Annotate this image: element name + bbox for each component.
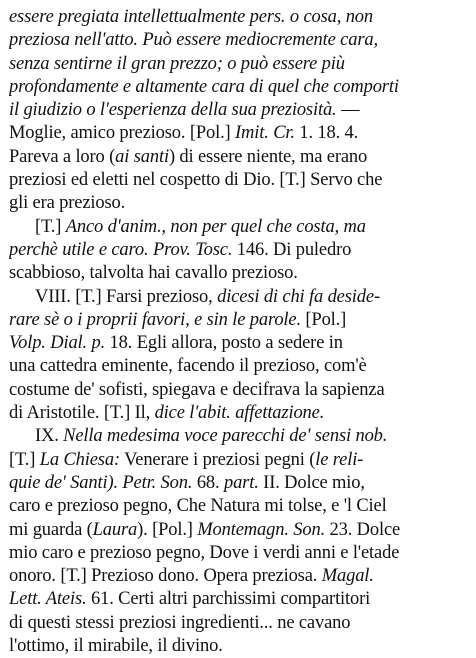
text-line [9, 99, 468, 122]
text-run: IX. [35, 426, 64, 447]
text-line [9, 286, 468, 309]
text-run: di Aristotile. [T.] Il, [9, 403, 155, 424]
text-run: 1. 18. 4. [294, 123, 359, 144]
text-line [9, 402, 468, 425]
italic-text-run: Lett. Ateis. [9, 589, 87, 610]
text-line [9, 239, 468, 262]
text-run: 68. [192, 472, 224, 493]
text-run: l'ottimo, il mirabile, il divino. [9, 636, 223, 657]
text-run: 61. Certi altri parchissimi compartitori [86, 589, 371, 610]
text-line [9, 519, 468, 542]
italic-text-run: Laura [92, 519, 138, 540]
text-line [9, 309, 468, 332]
text-line [9, 542, 468, 565]
italic-text-run: le reli- [315, 449, 364, 470]
text-run: 18. Egli allora, posto a sedere in [105, 333, 343, 354]
italic-text-run: Volp. Dial. p. [9, 333, 106, 354]
text-line [9, 565, 468, 588]
text-run: gli era prezioso. [9, 193, 126, 214]
text-column [9, 6, 468, 658]
italic-text-run: quie de' Santi). Petr. Son. [9, 472, 193, 493]
italic-text-run: Anco d'anim., non per quel che costa, ma [65, 216, 366, 237]
text-run: Pareva a loro ( [9, 146, 116, 167]
text-run: [T.] [9, 449, 40, 470]
italic-text-run: Montemagn. Son. [197, 519, 326, 540]
text-run: una cattedra eminente, facendo il prezioso, com'è [9, 356, 367, 377]
italic-text-run: ai santi [115, 146, 169, 167]
text-line [9, 355, 468, 378]
italic-text-run: Imit. Cr. [235, 123, 295, 144]
text-line [9, 635, 468, 658]
italic-text-run: nell'atto. Può essere mediocremente cara, [74, 30, 378, 51]
text-run: VIII. [T.] Farsi prezioso, [35, 286, 218, 307]
text-line [9, 6, 468, 29]
text-run: preziosi ed eletti nel cospetto di Dio. [T.] Servo che [9, 170, 383, 191]
text-run: Moglie, amico prezioso. [Pol.] [9, 123, 236, 144]
text-line [9, 53, 468, 76]
text-run: [Pol.] [300, 309, 347, 330]
text-run: ) di essere niente, ma erano [168, 146, 368, 167]
text-line [9, 192, 468, 215]
text-run: 23. Dolce [325, 519, 401, 540]
text-line [9, 495, 468, 518]
text-line [9, 146, 468, 169]
text-line [9, 262, 468, 285]
text-line [9, 472, 468, 495]
italic-text-run: intellettualmente pers. [123, 7, 286, 27]
text-run: scabbioso, talvolta hai cavallo prezioso. [9, 263, 298, 284]
italic-text-run: rare sè o i proprii favori, e sin le parole. [9, 309, 301, 330]
text-run: mio caro e prezioso pegno, Dove i verdi anni e l'etade [9, 542, 400, 563]
italic-text-run: La Chiesa: [39, 449, 120, 470]
italic-text-run: Nella medesima voce parecchi de' sensi nob. [63, 426, 388, 447]
text-line [9, 216, 468, 239]
text-run: caro e prezioso pegno, Che Natura mi tolse, e 'l Ciel [9, 496, 387, 517]
text-run: onoro. [T.] Prezioso dono. Opera preziosa. [9, 566, 322, 587]
text-run: Venerare i preziosi pegni ( [119, 449, 316, 470]
text-line [9, 29, 468, 52]
text-run: II. Dolce mio, [258, 472, 365, 493]
text-run: di questi stessi preziosi ingredienti... ne cavano [9, 612, 351, 633]
text-line [9, 612, 468, 635]
text-run: mi guarda ( [9, 519, 93, 540]
italic-text-run: dice l'abit. affettazione. [154, 403, 325, 424]
italic-text-run: o cosa, non [285, 7, 374, 27]
text-run: ). [Pol.] [137, 519, 198, 540]
italic-text-run: essere pregiata [9, 7, 124, 27]
italic-text-run: il giudizio o l'esperienza della sua preziosità. [9, 100, 337, 121]
text-line [9, 379, 468, 402]
italic-text-run: dicesi di chi fa deside- [217, 286, 380, 307]
text-line [9, 332, 468, 355]
italic-text-run: senza sentirne il gran prezzo; o può essere più [9, 53, 345, 74]
text-line [9, 588, 468, 611]
italic-text-run: perchè utile e caro. Prov. Tosc. [9, 239, 233, 260]
text-line [9, 425, 468, 448]
text-run: — [336, 100, 360, 121]
text-line [9, 169, 468, 192]
italic-text-run: preziosa [9, 30, 75, 51]
text-run: [T.] [35, 216, 66, 237]
italic-text-run: profondamente e altamente cara di quel che comporti [9, 76, 399, 97]
text-run: costume de' sofisti, spiegava e decifrava la sapienza [9, 379, 385, 400]
text-run: 146. Di puledro [232, 239, 352, 260]
text-line [9, 122, 468, 145]
italic-text-run: part. [223, 472, 259, 493]
text-line [9, 449, 468, 472]
italic-text-run: Magal. [321, 566, 374, 587]
text-line [9, 76, 468, 99]
